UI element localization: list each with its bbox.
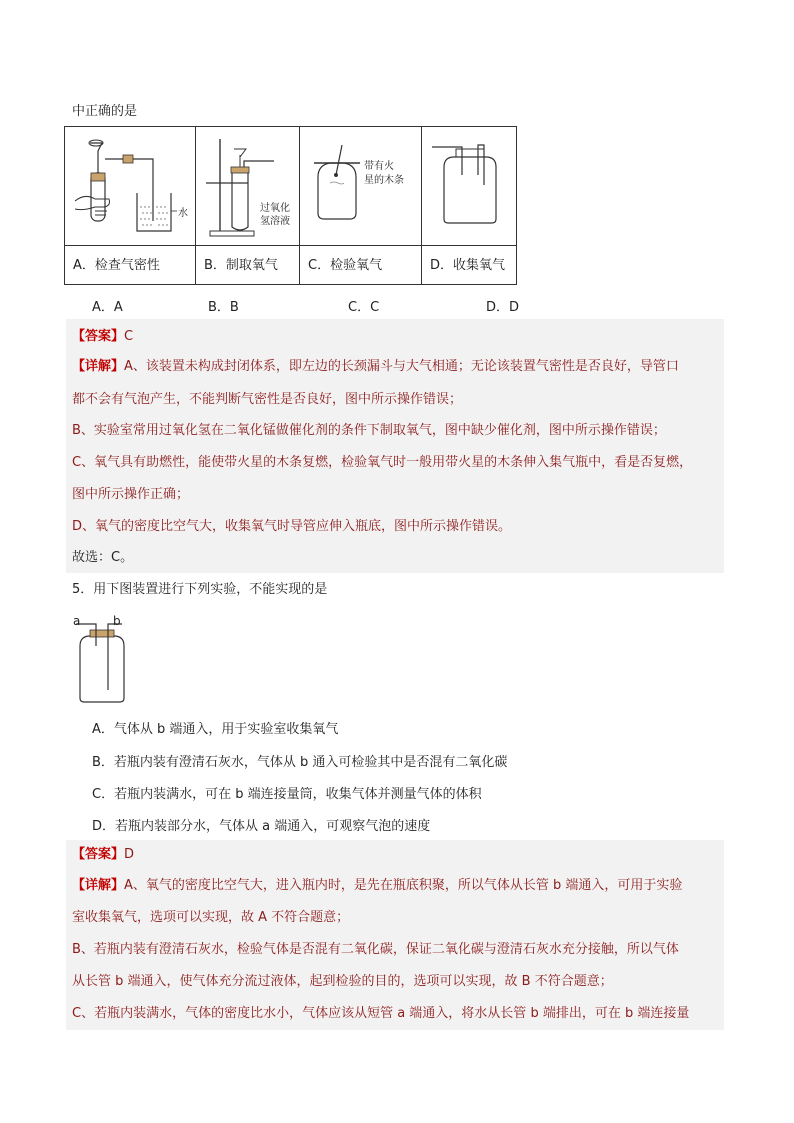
q5-option-b: B．若瓶内装有澄清石灰水，气体从 b 通入可检验其中是否混有二氧化碳	[92, 755, 508, 770]
question-5-stem: 5．用下图装置进行下列实验，不能实现的是	[72, 582, 328, 597]
peroxide-label-2: 氢溶液	[260, 216, 290, 227]
answer-value: D	[124, 847, 135, 862]
choice-d: D．D	[486, 300, 520, 315]
water-label: 水	[178, 208, 188, 219]
splint-label-2: 星的木条	[364, 175, 404, 186]
cell-test-oxygen	[300, 127, 422, 284]
q5-answer-box	[66, 840, 724, 1030]
q5-detail-line-3: B、若瓶内装有澄清石灰水，检验气体是否混有二氧化碳，保证二氧化碳与澄清石灰水充分接触，所以气体	[72, 942, 679, 957]
choice-a: A．A	[92, 300, 123, 315]
choice-c: C．C	[348, 300, 380, 315]
q4-detail-line-1: 【详解】A、该装置未构成封闭体系，即左边的长颈漏斗与大气相通；无论该装置气密性是否良好，导管口	[72, 359, 679, 374]
answer-tag: 【答案】	[72, 329, 125, 344]
q5-option-d: D．若瓶内装部分水，气体从 a 端通入，可观察气泡的速度	[92, 819, 431, 834]
q4-detail-line-2: 都不会有气泡产生，不能判断气密性是否良好，图中所示操作错误；	[72, 392, 463, 407]
oxygen-collection-figure	[422, 127, 516, 245]
oxygen-generation-figure	[196, 127, 300, 245]
cell-check-airtightness	[65, 127, 196, 284]
answer-tag: 【答案】	[72, 847, 125, 862]
caption-a: A．检查气密性	[65, 245, 195, 284]
tube-a-label: a	[73, 614, 81, 628]
q4-answer-line	[72, 329, 718, 345]
tube-b-label: b	[113, 614, 121, 628]
q5-answer-line	[72, 847, 718, 863]
q5-option-a: A．气体从 b 端通入，用于实验室收集氧气	[92, 722, 339, 737]
q5-option-c: C．若瓶内装满水，可在 b 端连接量筒，收集气体并测量气体的体积	[92, 787, 482, 802]
cell-make-oxygen	[196, 127, 300, 284]
q5-detail-line-2: 室收集氧气，选项可以实现，故 A 不符合题意；	[72, 910, 350, 925]
q4-detail-line-4: C、氧气具有助燃性，能使带火星的木条复燃，检验氧气时一般用带火星的木条伸入集气瓶中，看是否复燃，	[72, 455, 693, 470]
detail-tag: 【详解】	[72, 359, 125, 374]
caption-b: B．制取氧气	[196, 245, 299, 284]
caption-d: D．收集氧气	[422, 245, 516, 284]
splint-label-1: 带有火	[364, 161, 394, 172]
q4-conclusion: 故选：C。	[72, 550, 134, 565]
q4-detail-line-5: 图中所示操作正确；	[72, 487, 190, 502]
q5-detail-line-4: 从长管 b 端通入，使气体充分流过液体，起到检验的目的，选项可以实现，故 B 不符合题意；	[72, 974, 613, 989]
experiment-table	[64, 126, 517, 285]
choice-b: B．B	[208, 300, 239, 315]
oxygen-test-figure	[300, 127, 422, 245]
q4-detail-line-3: B、实验室常用过氧化氢在二氧化锰做催化剂的条件下制取氧气，图中缺少催化剂，图中所示操作错误；	[72, 423, 666, 438]
detail-tag: 【详解】	[72, 878, 125, 893]
answer-value: C	[124, 329, 134, 344]
q4-answer-box	[66, 319, 724, 573]
question-4-stem: 中正确的是	[72, 104, 138, 119]
q5-detail-line-1: 【详解】A、氧气的密度比空气大，进入瓶内时，是先在瓶底积聚，所以气体从长管 b 端通入，可用于实验	[72, 878, 683, 893]
caption-c: C．检验氧气	[300, 245, 421, 284]
airtightness-apparatus-figure	[65, 127, 196, 245]
cell-collect-oxygen	[422, 127, 516, 284]
q5-detail-line-5: C、若瓶内装满水，气体的密度比水小，气体应该从短管 a 端通入，将水从长管 b 端排出，可在 b 端连接量	[72, 1006, 690, 1021]
q4-detail-line-6: D、氧气的密度比空气大，收集氧气时导管应伸入瓶底，图中所示操作错误。	[72, 519, 512, 534]
peroxide-label-1: 过氧化	[260, 203, 290, 214]
